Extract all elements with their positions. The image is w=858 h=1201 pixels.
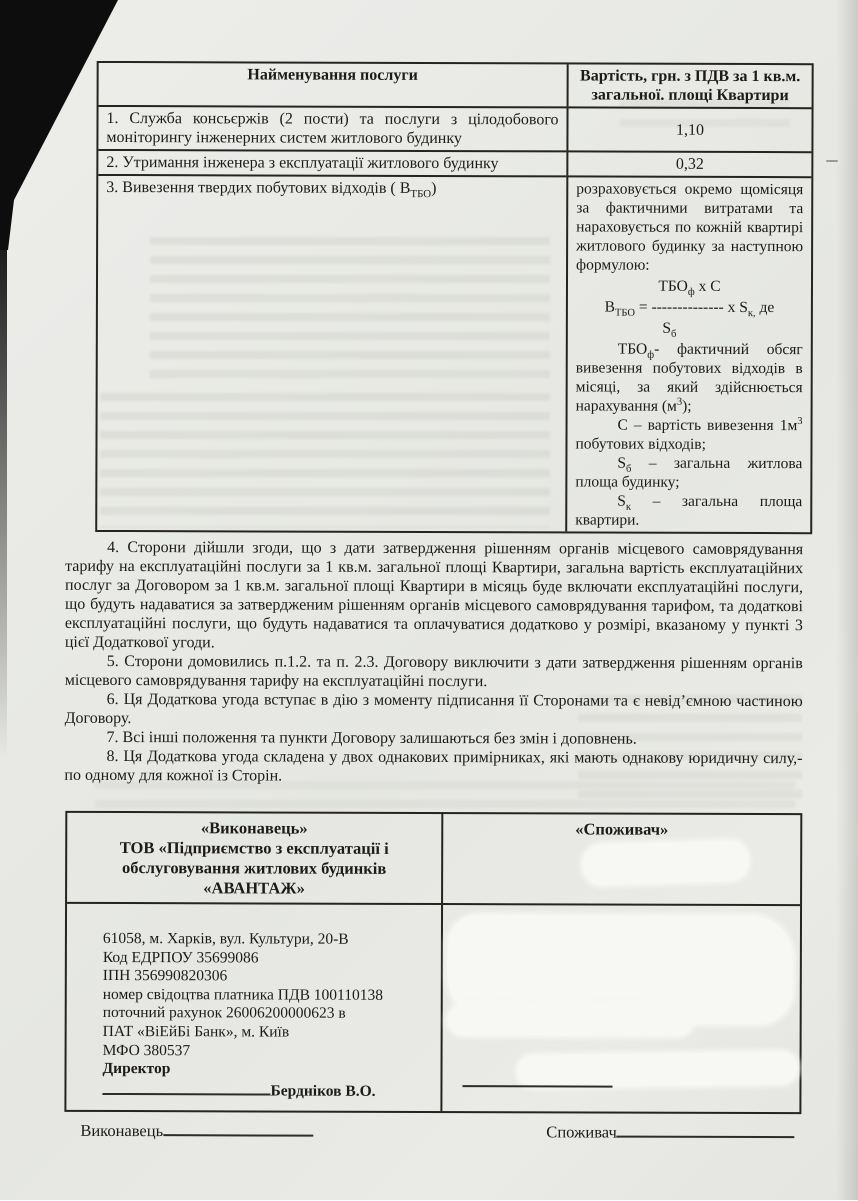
executor-company: ТОВ «Підприємство з експлуатації і обслуговування житлових будинків «АВАНТАЖ» (119, 838, 389, 898)
executor-mfo: МФО 380537 (102, 1041, 191, 1059)
executor-position: Директор (102, 1060, 171, 1078)
table-row-service-1: 1. Служба консьєржів (2 пости) та послуги з цілодобового моніторингу інженерних систем житлового будинку (98, 105, 566, 150)
footer-consumer-label: Споживач (546, 1122, 617, 1142)
footer-executor (80, 1121, 313, 1142)
consumer-title: «Споживач» (575, 819, 669, 839)
table-row-value-2: 0,32 (566, 150, 811, 176)
clause-8: 8. Ця Додаткова угода складена у двох однакових примірниках, які мають однакову юридичну силу,- по одному для кожної із Сторін. (64, 747, 803, 785)
definition-tbo: $ТБО_ф-$ фактичний обсяг вивезення побутових відходів в місяці, за який здійснюється нарахування $(м^3)$; (575, 340, 803, 415)
table-row-service-2: 2. Утримання інженера з експлуатації житлового будинку (98, 149, 566, 175)
clause-7: 7. Всі інші положення та пункти Договору залишаються без змін і доповнень. (106, 728, 637, 748)
footer-consumer-line (617, 1124, 795, 1139)
clause-5: 5. Сторони домовились п.1.2. та п. 2.3. Договору виключити з дати затвердження рішенням органів місцевого самоврядування тарифу на експлуатаційні послуги. (64, 652, 803, 691)
executor-signature-name: Бердніков В.О. (270, 1082, 376, 1100)
clause-4: 4. Сторони дійшли згоди, що з дати затвердження рішенням органів місцевого самоврядування тарифу на експлуатаційні послуги за 1 кв.м. загальної площі Квартири, загальна вартість експлуатаційних послуг за Договором за 1 кв.м. загальної площі Квартири в місяць буде включати експлуатаційні послуги, що будуть надаватися за затвердженим рішенням органів місцевого самоврядування тарифом, та додаткові експлуатаційні послуги, що будуть надаватися та оплачуватися додатково у розмірі, вказаному у пункті 3 цієї Додаткової угоди. (64, 538, 804, 652)
executor-signature-line (102, 1081, 270, 1096)
footer-consumer (546, 1122, 795, 1143)
contract-clauses (64, 538, 803, 787)
service-3-text-end: ) (431, 180, 437, 198)
whiteout-redaction (517, 1052, 797, 1088)
executor-vat-cert: номер свідоцтва платника ПДВ 100110138 (102, 985, 384, 1004)
executor-details (76, 908, 431, 1107)
table-row-value-1: 1,10 (566, 106, 811, 151)
parties-table (64, 811, 802, 1115)
calculation-intro: розраховується окремо щомісяця за фактичними витратами та нараховується по кожній квартирі житлового будинку за наступною формулою: (576, 180, 804, 274)
whiteout-redaction (448, 1005, 693, 1036)
executor-address: 61058, м. Харків, вул. Культури, 20-В (102, 929, 349, 948)
consumer-signature-line (462, 1085, 612, 1087)
table-header-service-name: Найменування послуги (247, 66, 418, 84)
table-row-calculation-3 (565, 175, 811, 532)
service-tariff-table (95, 61, 813, 534)
table-header-cost: Вартість, грн. з ПДВ за 1 кв.м. загальної. площі Квартири (567, 64, 812, 107)
executor-edrpou: Код ЕДРПОУ 35699086 (102, 948, 259, 967)
clause-6: 6. Ця Додаткова угода вступає в дію з моменту підписання її Сторонами та є невід’ємною частиною Договору. (64, 690, 803, 728)
consumer-header (441, 814, 800, 906)
executor-bank: ПАТ «ВіЕйБі Банк», м. Київ (102, 1022, 290, 1041)
service-3-subscript: ТБО (410, 188, 432, 201)
executor-account: поточний рахунок 26006200000623 в (102, 1004, 346, 1023)
formula-denominator: $S_б$ (662, 319, 677, 340)
definition-sb: $S_б$ – загальна житлова площа будинку; (575, 454, 803, 491)
executor-title: «Виконавець» (200, 818, 308, 838)
definition-sk: $S_к$ – загальна площа квартири. (575, 492, 803, 529)
service-3-text: 3. Вивезення твердих побутових відходів ( В (106, 178, 411, 197)
whiteout-redaction (583, 840, 749, 885)
footer-signatures (0, 1120, 856, 1142)
consumer-details-cell (440, 905, 800, 1112)
formula-definitions (575, 339, 803, 530)
tbo-formula (576, 275, 803, 339)
executor-details-cell (66, 904, 441, 1112)
formula-main-line: $В_{ТБО}$ = -------------- х $S_{к,}$ де (604, 298, 775, 320)
executor-signature-row (102, 1081, 422, 1102)
definition-c: С – вартість вивезення $1м^3$ побутових відходів; (575, 415, 803, 453)
footer-executor-line (163, 1122, 313, 1136)
executor-header (67, 813, 441, 905)
executor-ipn: ІПН 356990820306 (102, 967, 228, 985)
table-row-service-3 (97, 174, 566, 531)
formula-numerator: $ТБО_ф$ х С (658, 277, 721, 298)
footer-executor-label: Виконавець (80, 1120, 164, 1141)
